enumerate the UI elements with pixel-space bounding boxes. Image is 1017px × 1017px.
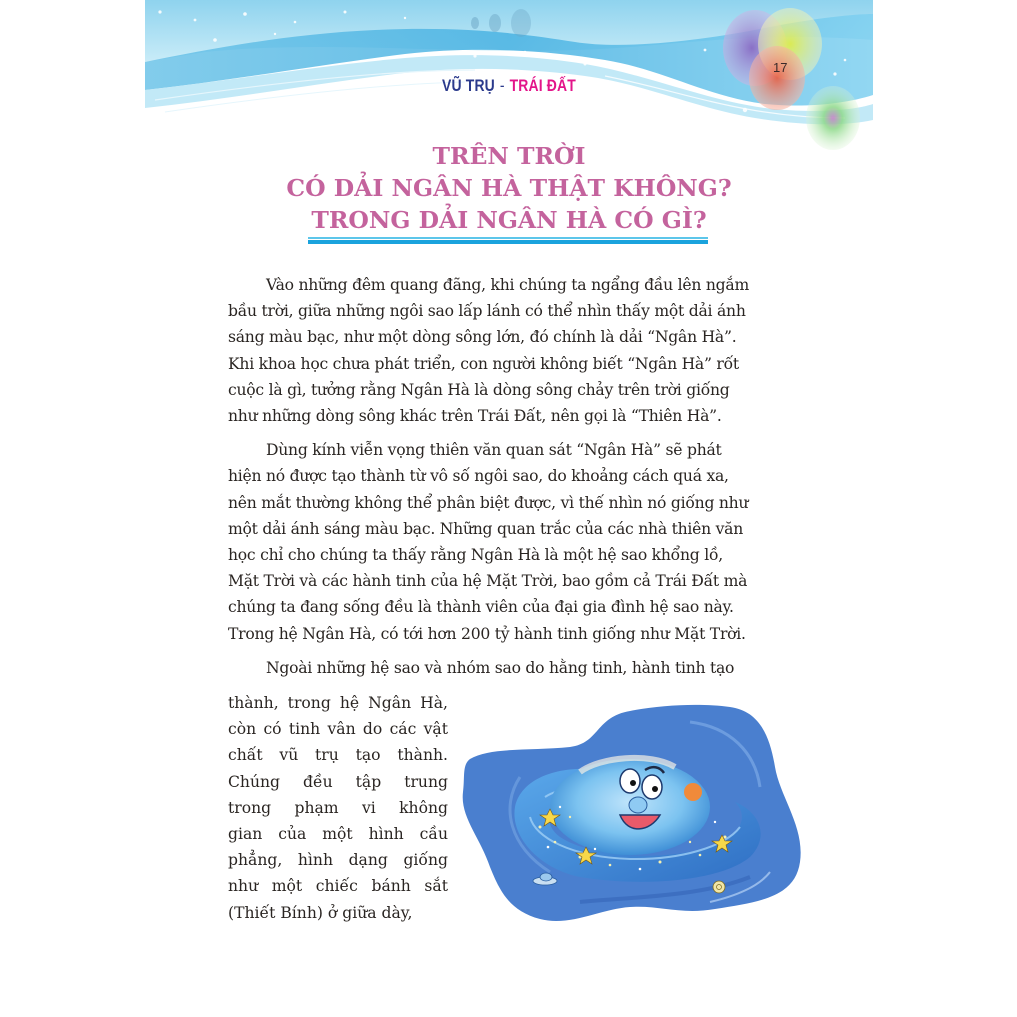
wrapped-text-column xyxy=(228,690,448,926)
body-line: học chỉ cho chúng ta thấy rằng Ngân Hà là một hệ sao khổng lồ, xyxy=(228,546,723,565)
body-line: chất vũ trụ tạo thành. xyxy=(228,746,448,765)
body-line: gian của một hình cầu xyxy=(228,825,448,844)
title-divider xyxy=(308,237,708,244)
title-line-1: TRÊN TRỜI xyxy=(432,142,586,170)
body-line: như một chiếc bánh sắt xyxy=(228,877,448,896)
body-line: một dải ánh sáng màu bạc. Những quan trắc của các nhà thiên văn xyxy=(228,519,744,538)
body-line: Mặt Trời và các hành tinh của hệ Mặt Trời, bao gồm cả Trái Đất mà xyxy=(228,572,748,591)
paragraph-3 xyxy=(228,655,789,681)
body-line: phẳng, hình dạng giống xyxy=(228,851,448,870)
running-head-subsection: TRÁI ĐẤT xyxy=(509,76,576,95)
page-number: 17 xyxy=(773,60,788,75)
article-title xyxy=(145,140,873,236)
article-body xyxy=(228,272,789,689)
body-line: chúng ta đang sống đều là thành viên của đại gia đình hệ sao này. xyxy=(228,598,734,617)
title-line-2: CÓ DẢI NGÂN HÀ THẬT KHÔNG? xyxy=(286,174,732,202)
body-line: Dùng kính viễn vọng thiên văn quan sát “Ngân Hà” sẽ phát xyxy=(266,441,722,460)
title-line-3: TRONG DẢI NGÂN HÀ CÓ GÌ? xyxy=(311,206,707,234)
body-line: trong phạm vi không xyxy=(228,798,448,817)
body-line: bầu trời, giữa những ngôi sao lấp lánh có thể nhìn thấy một dải ánh xyxy=(228,302,746,321)
running-head-section: VŨ TRỤ xyxy=(442,76,495,95)
divider-thick-line xyxy=(308,240,708,244)
body-line: Chúng đều tập trung xyxy=(228,772,448,791)
body-line: cuộc là gì, tưởng rằng Ngân Hà là dòng sông chảy trên trời giống xyxy=(228,380,730,399)
body-line: (Thiết Bính) ở giữa dày, xyxy=(228,903,413,922)
body-line: Trong hệ Ngân Hà, có tới hơn 200 tỷ hành tinh giống như Mặt Trời. xyxy=(228,624,746,643)
paragraph-1 xyxy=(228,272,789,429)
body-line: hiện nó được tạo thành từ vô số ngôi sao, do khoảng cách quá xa, xyxy=(228,467,729,486)
paragraph-2 xyxy=(228,437,789,647)
body-line: còn có tinh vân do các vật xyxy=(228,720,448,739)
body-line: sáng màu bạc, như một dòng sông lớn, đó chính là dải “Ngân Hà”. xyxy=(228,328,737,347)
body-line: Khi khoa học chưa phát triển, con người không biết “Ngân Hà” rốt xyxy=(228,354,739,373)
running-head xyxy=(211,76,808,96)
body-line: nên mắt thường không thể phân biệt được, vì thế nhìn nó giống như xyxy=(228,493,749,512)
body-line: như những dòng sông khác trên Trái Đất, nên gọi là “Thiên Hà”. xyxy=(228,407,722,426)
book-page xyxy=(145,0,873,1017)
body-line: Vào những đêm quang đãng, khi chúng ta ngẩng đầu lên ngắm xyxy=(266,276,749,294)
body-line: thành, trong hệ Ngân Hà, xyxy=(228,694,448,712)
divider-thin-line xyxy=(308,237,708,239)
running-head-separator: - xyxy=(499,76,505,95)
galaxy-illustration xyxy=(460,697,805,927)
body-line: Ngoài những hệ sao và nhóm sao do hằng tinh, hành tinh tạo xyxy=(266,658,735,677)
